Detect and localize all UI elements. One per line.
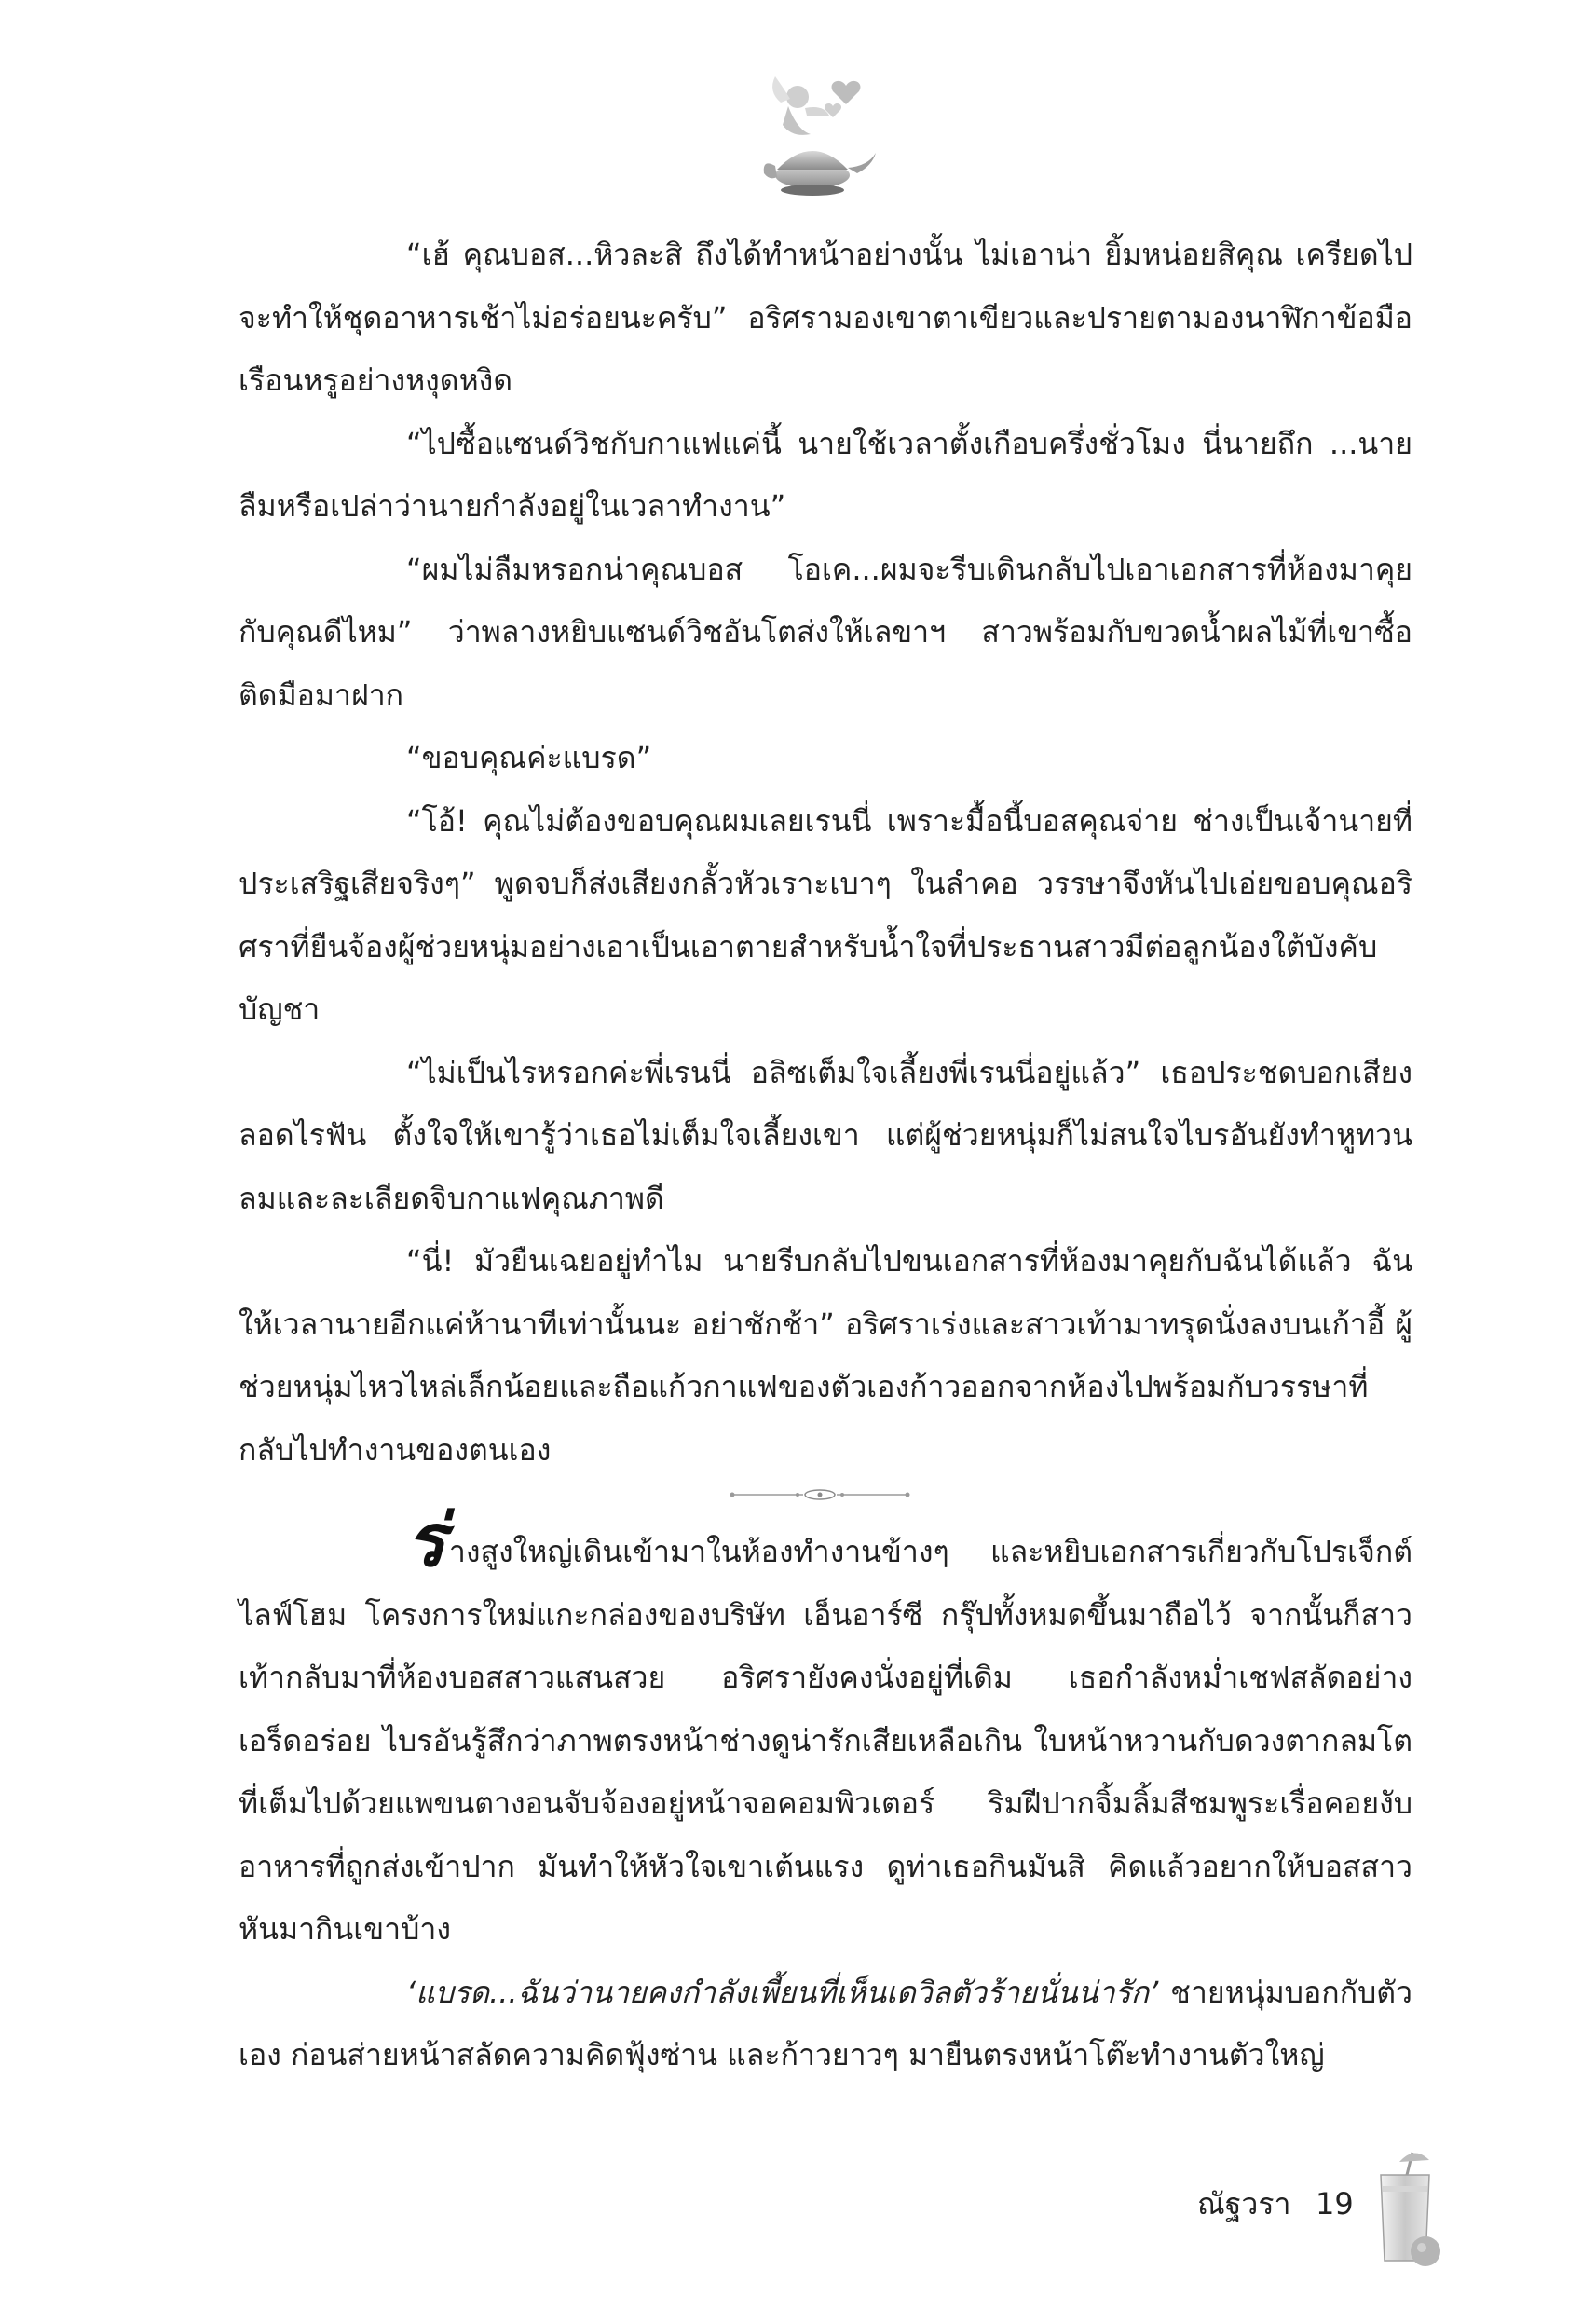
paragraph [239, 1962, 1412, 2087]
paragraph: “โอ้! คุณไม่ต้องขอบคุณผมเลยเรนนี่ เพราะมื้อนี้บอสคุณจ่าย ช่างเป็นเจ้านายที่ประเสริฐเสียจริงๆ” พูดจบก็ส่งเสียงกลั้วหัวเราะเบาๆ ในลำคอ วรรษาจึงหันไปเอ่ยขอบคุณอริศราที่ยืนจ้องผู้ช่วยหนุ่มอย่างเอาเป็นเอาตายสำหรับน้ำใจที่ประธานสาวมีต่อลูกน้องใต้บังคับบัญชา [239, 802, 1412, 1027]
page-number: 19 [1316, 2186, 1354, 2222]
paragraph: “ผมไม่ลืมหรอกน่าคุณบอส โอเค...ผมจะรีบเดินกลับไปเอาเอกสารที่ห้องมาคุยกับคุณดีไหม” ว่าพลางหยิบแซนด์วิชอันโตส่งให้เลขาฯ สาวพร้อมกับขวดน้ำผลไม้ที่เขาซื้อติดมือมาฝาก [239, 551, 1412, 713]
cupid-teapot-icon [753, 65, 883, 205]
paragraph: “ไม่เป็นไรหรอกค่ะพี่เรนนี่ อลิซเต็มใจเลี้ยงพี่เรนนี่อยู่แล้ว” เธอประชดบอกเสียงลอดไรฟัน ตั้งใจให้เขารู้ว่าเธอไม่เต็มใจเลี้ยงเขา แต่ผู้ช่วยหนุ่มก็ไม่สนใจไบรอันยังทำหูทวนลมและละเลียดจิบกาแฟคุณภาพดี [239, 1054, 1412, 1216]
paragraph: “เฮ้ คุณบอส...หิวละสิ ถึงได้ทำหน้าอย่างนั้น ไม่เอาน่า ยิ้มหน่อยสิคุณ เครียดไปจะทำให้ชุดอาหารเช้าไม่อร่อยนะครับ” อริศรามองเขาตาเขียวและปรายตามองนาฬิกาข้อมือเรือนหรูอย่างหงุดหงิด [239, 237, 1412, 398]
paragraph-tail: ชายหนุ่มบอกกับตัวเอง ก่อนส่ายหน้าสลัดความคิดฟุ้งซ่าน และก้าวยาวๆ มายืนตรงหน้าโต๊ะทำงานตัวใหญ่ [239, 1974, 1412, 2072]
paragraph: “ไปซื้อแซนด์วิชกับกาแฟแค่นี้ นายใช้เวลาตั้งเกือบครึ่งชั่วโมง นี่นายถึก ...นายลืมหรือเปล่าว่านายกำลังอยู่ในเวลาทำงาน” [239, 425, 1412, 524]
italic-thought: ‘แบรด...ฉันว่านายคงกำลังเพี้ยนที่เห็นเดวิลตัวร้ายนั่นน่ารัก’ [406, 1974, 1159, 2010]
body-text-upper [239, 224, 1412, 1482]
drop-cap-paragraph [239, 1499, 1412, 1962]
drop-cap-paragraph-text: างสูงใหญ่เดินเข้ามาในห้องทำงานข้างๆ และหยิบเอกสารเกี่ยวกับโปรเจ็กต์ไลฟ์โฮม โครงการใหม่แกะกล่องของบริษัท เอ็นอาร์ซี กรุ๊ปทั้งหมดขึ้นมาถือไว้ จากนั้นก็สาวเท้ากลับมาที่ห้องบอสสาวแสนสวย อริศรายังคงนั่งอยู่ที่เดิม เธอกำลังหม่ำเชฟสลัดอย่างเอร็ดอร่อย ไบรอันรู้สึกว่าภาพตรงหน้าช่างดูน่ารักเสียเหลือเกิน ใบหน้าหวานกับดวงตากลมโตที่เต็มไปด้วยแพขนตางอนจับจ้องอยู่หน้าจอคอมพิวเตอร์ ริมฝีปากจิ้มลิ้มสีชมพูระเรื่อคอยงับอาหารที่ถูกส่งเข้าปาก มันทำให้หัวใจเขาเต้นแรง ดูท่าเธอกินมันสิ คิดแล้วอยากให้บอสสาวหันมากินเขาบ้าง [239, 1534, 1412, 1947]
body-text-lower [239, 1499, 1412, 2087]
footer-author: ณัฐวรา [1197, 2186, 1291, 2222]
drop-cap: ร่ [406, 1499, 445, 1583]
paragraph: “นี่! มัวยืนเฉยอยู่ทำไม นายรีบกลับไปขนเอกสารที่ห้องมาคุยกับฉันได้แล้ว ฉันให้เวลานายอีกแค่ห้านาทีเท่านั้นนะ อย่าชักช้า” อริศราเร่งและสาวเท้ามาทรุดนั่งลงบนเก้าอี้ ผู้ช่วยหนุ่มไหวไหล่เล็กน้อยและถือแก้วกาแฟของตัวเองก้าวออกจากห้องไปพร้อมกับวรรษาที่กลับไปทำงานของตนเอง [239, 1243, 1412, 1468]
paragraph: “ขอบคุณค่ะแบรด” [406, 740, 652, 775]
juice-glass-icon [1371, 2143, 1446, 2274]
ornamental-divider-icon [727, 1484, 913, 1506]
